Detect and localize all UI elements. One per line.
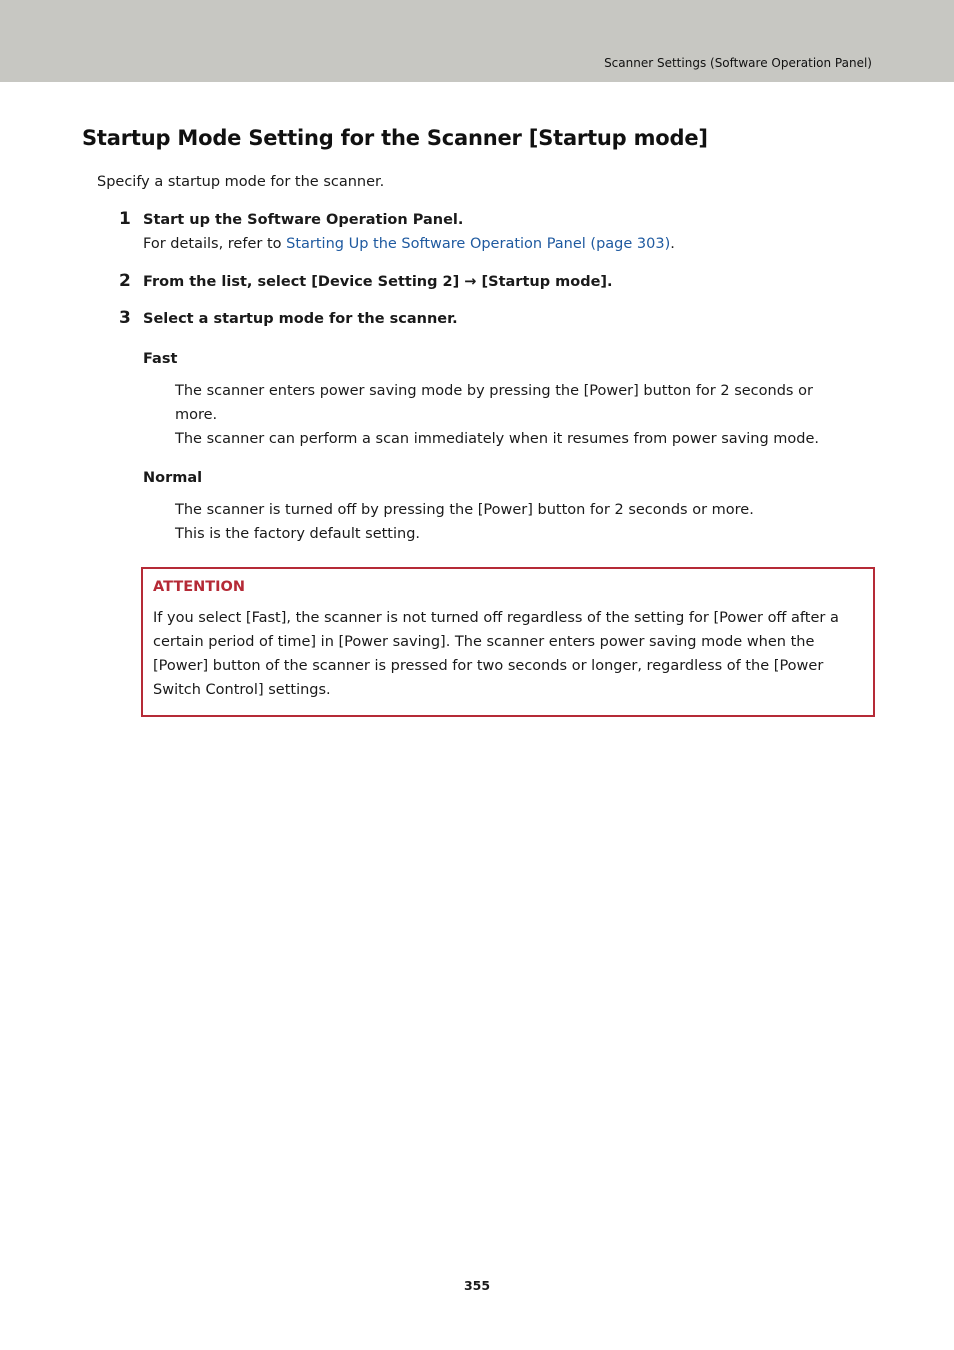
option-normal-term: Normal <box>143 470 203 486</box>
attention-line: If you select [Fast], the scanner is not turned off regardless of the setting for [Power off after a <box>153 610 839 626</box>
header-band <box>0 0 954 82</box>
attention-title: ATTENTION <box>153 579 245 595</box>
step-1-detail <box>143 236 675 252</box>
step-1-text: Start up the Software Operation Panel. <box>143 212 464 228</box>
option-fast-line: The scanner can perform a scan immediately when it resumes from power saving mode. <box>175 431 820 447</box>
option-fast-line: more. <box>175 407 218 423</box>
page-number: 355 <box>463 1278 491 1293</box>
option-normal-line: The scanner is turned off by pressing the [Power] button for 2 seconds or more. <box>175 502 754 518</box>
option-fast-description <box>175 379 855 451</box>
step-1-detail-suffix: . <box>670 236 675 252</box>
option-normal-line: This is the factory default setting. <box>175 526 421 542</box>
attention-line: certain period of time] in [Power saving]. The scanner enters power saving mode when the <box>153 634 815 650</box>
section-title: Scanner Settings (Software Operation Panel) <box>604 56 872 70</box>
step-2-text: From the list, select [Device Setting 2] → [Startup mode]. <box>143 274 613 290</box>
option-normal-description <box>175 498 855 546</box>
attention-box <box>141 567 875 717</box>
attention-line: Switch Control] settings. <box>153 682 331 698</box>
option-fast-line: The scanner enters power saving mode by pressing the [Power] button for 2 seconds or <box>175 383 813 399</box>
intro-text: Specify a startup mode for the scanner. <box>97 174 385 190</box>
step-1-number: 1 <box>119 209 131 229</box>
step-3-number: 3 <box>119 308 131 328</box>
option-fast-term: Fast <box>143 351 178 367</box>
step-2-number: 2 <box>119 271 131 291</box>
attention-body <box>153 606 865 702</box>
startup-panel-link[interactable]: Starting Up the Software Operation Panel (page 303) <box>286 236 671 252</box>
page-title: Startup Mode Setting for the Scanner [Startup mode] <box>82 126 708 150</box>
attention-line: [Power] button of the scanner is pressed for two seconds or longer, regardless of the [Power <box>153 658 824 674</box>
step-3-text: Select a startup mode for the scanner. <box>143 311 458 327</box>
step-1-detail-prefix: For details, refer to <box>143 236 287 252</box>
